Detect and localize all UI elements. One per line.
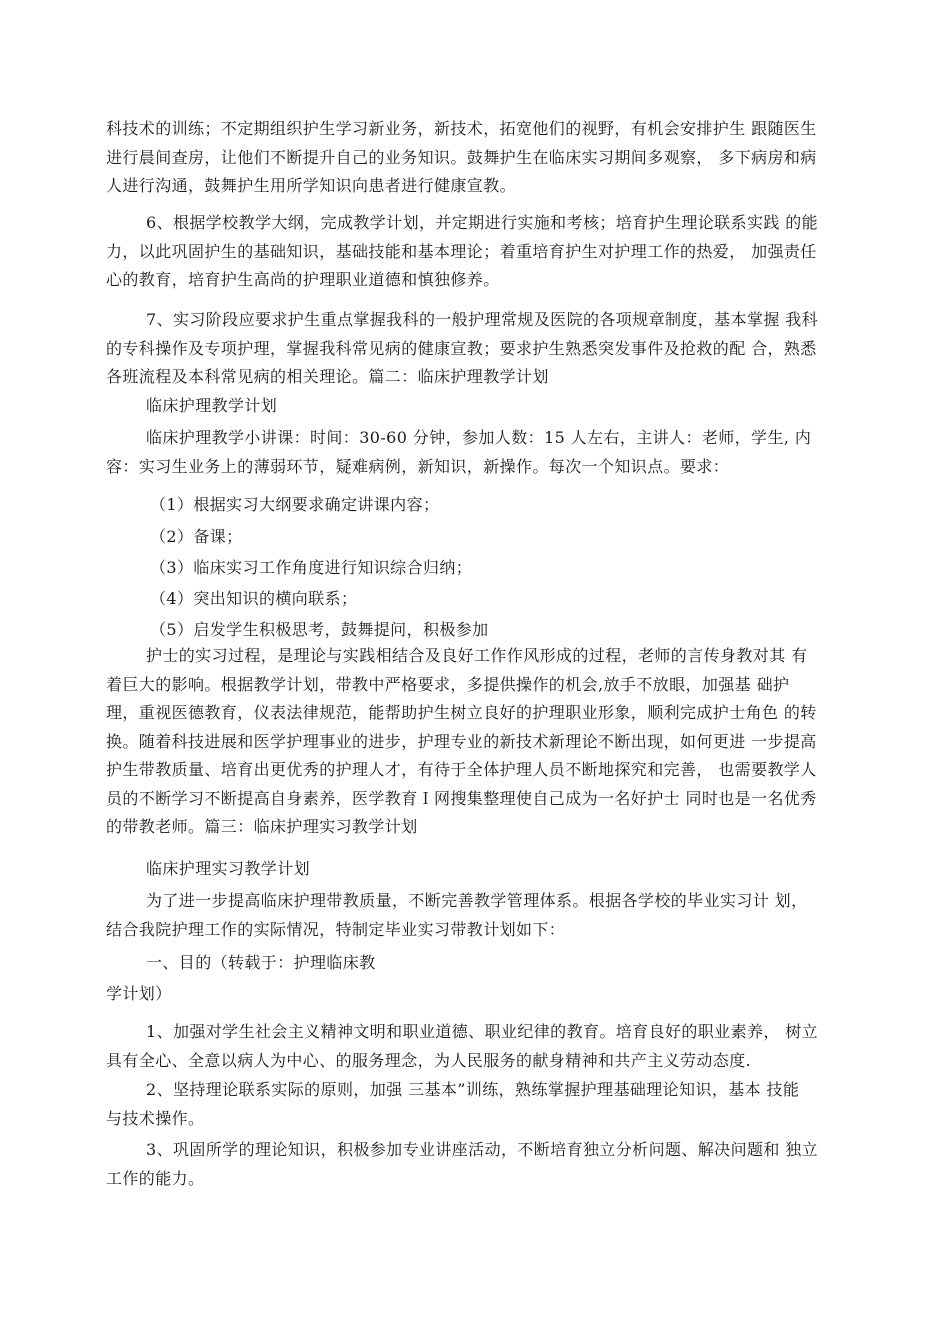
paragraph-purpose-3 — [106, 1136, 846, 1193]
text-line: 工作的能力。 — [106, 1168, 205, 1188]
paragraph-item-7 — [106, 306, 846, 392]
text-line: 具有全心、全意以病人为中心、的服务理念，为人民服务的献身精神和共产主义劳动态度. — [106, 1050, 752, 1070]
text-line: 力，以此巩固护生的基础知识，基础技能和基本理论；着重培育护生对护理工作的热爱， 加强责任 — [106, 241, 817, 261]
text-line: 理，重视医德教育，仪表法律规范，能帮助护生树立良好的护理职业形象，顺利完成护士角色 的转 — [106, 703, 817, 722]
list-item: （3）临床实习工作角度进行知识综合归纳； — [150, 558, 473, 577]
paragraph-nurse-practice — [106, 642, 846, 842]
paragraph-purpose-2 — [106, 1076, 846, 1133]
text-line: 科技术的训练；不定期组织护生学习新业务，新技术，拓宽他们的视野，有机会安排护生 跟随医生 — [106, 119, 817, 138]
paragraph-item-6 — [106, 209, 846, 295]
paragraph-purpose-1 — [106, 1018, 846, 1075]
text-line: 6、根据学校教学大纲，完成教学计划，并定期进行实施和考核；培育护生理论联系实践 的能 — [146, 213, 819, 232]
text-line: 人进行沟通，鼓舞护生用所学知识向患者进行健康宣教。 — [106, 176, 517, 195]
text-line: 临床护理教学小讲课：时间：30-60 分钟，参加人数：15 人左右，主讲人：老师，学生, 内 — [146, 428, 812, 447]
list-item: （5）启发学生积极思考，鼓舞提问，积极参加 — [150, 620, 489, 639]
heading-text: 临床护理实习教学计划 — [146, 859, 311, 878]
list-item: （1）根据实习大纲要求确定讲课内容； — [150, 495, 440, 514]
text-line: 心的教育，培育护生高尚的护理职业道德和慎独修养。 — [106, 270, 500, 289]
paragraph-lecture — [106, 424, 846, 481]
text-line: 进行晨间查房，让他们不断提升自己的业务知识。鼓舞护生在临床实习期间多观察， 多下病房和病 — [106, 147, 817, 167]
paragraph-training — [106, 115, 846, 201]
text-line: 1、加强对学生社会主义精神文明和职业道德、职业纪律的教育。培育良好的职业素养， 树立 — [146, 1022, 819, 1041]
text-line: 结合我院护理工作的实际情况，特制定毕业实习带教计划如下： — [106, 919, 566, 939]
text-line: 学计划） — [106, 984, 172, 1003]
text-line: 各班流程及本科常见病的相关理论。篇二：临床护理教学计划 — [106, 367, 549, 386]
heading-text: 临床护理教学计划 — [146, 396, 278, 415]
text-line: 与技术操作。 — [106, 1108, 205, 1128]
text-line: 换。随着科技进展和医学护理事业的进步，护理专业的新技术新理论不断出现，如何更进 一步提高 — [106, 731, 817, 751]
text-line: 护生带教质量、培育出更优秀的护理人才，有待于全体护理人员不断地探究和完善， 也需要教学人 — [106, 760, 817, 779]
heading-continuation — [106, 980, 846, 1009]
list-item: （2）备课； — [150, 527, 243, 546]
section-heading-purpose — [106, 949, 846, 978]
text-line: 的专科操作及专项护理，掌握我科常见病的健康宣教；要求护生熟悉突发事件及抢救的配 合，熟悉 — [106, 338, 817, 358]
text-line: 2、坚持理论联系实际的原则，加强 三基本”训练，熟练掌握护理基础理论知识，基本 技能 — [146, 1080, 800, 1099]
text-line: 为了进一步提高临床护理带教质量，不断完善教学管理体系。根据各学校的毕业实习计 划， — [146, 891, 808, 910]
section-heading-clinical-teaching-plan — [106, 392, 846, 421]
text-line: 3、巩固所学的理论知识，积极参加专业讲座活动，不断培育独立分析问题、解决问题和 独立 — [146, 1140, 819, 1159]
text-line: 员的不断学习不断提高自身素养，医学教育Ｉ网搜集整理使自己成为一名好护士 同时也是一名优秀 — [106, 788, 817, 808]
text-line: 7、实习阶段应要求护生重点掌握我科的一般护理常规及医院的各项规章制度，基本掌握 我科 — [146, 310, 819, 329]
text-line: 护士的实习过程，是理论与实践相结合及良好工作作风形成的过程，老师的言传身教对其 有 — [146, 646, 808, 665]
heading-text: 一、目的（转载于：护理临床教 — [146, 953, 376, 972]
text-line: 的带教老师。篇三：临床护理实习教学计划 — [106, 817, 418, 836]
section-heading-internship-plan — [106, 855, 846, 884]
paragraph-intro — [106, 887, 846, 944]
list-item: （4）突出知识的横向联系； — [150, 589, 358, 608]
text-line: 着巨大的影响。根据教学计划，带教中严格要求，多提供操作的机会,放手不放眼，加强基 础护 — [106, 674, 790, 694]
text-line: 容：实习生业务上的薄弱环节，疑难病例，新知识，新操作。每次一个知识点。要求： — [106, 456, 730, 476]
